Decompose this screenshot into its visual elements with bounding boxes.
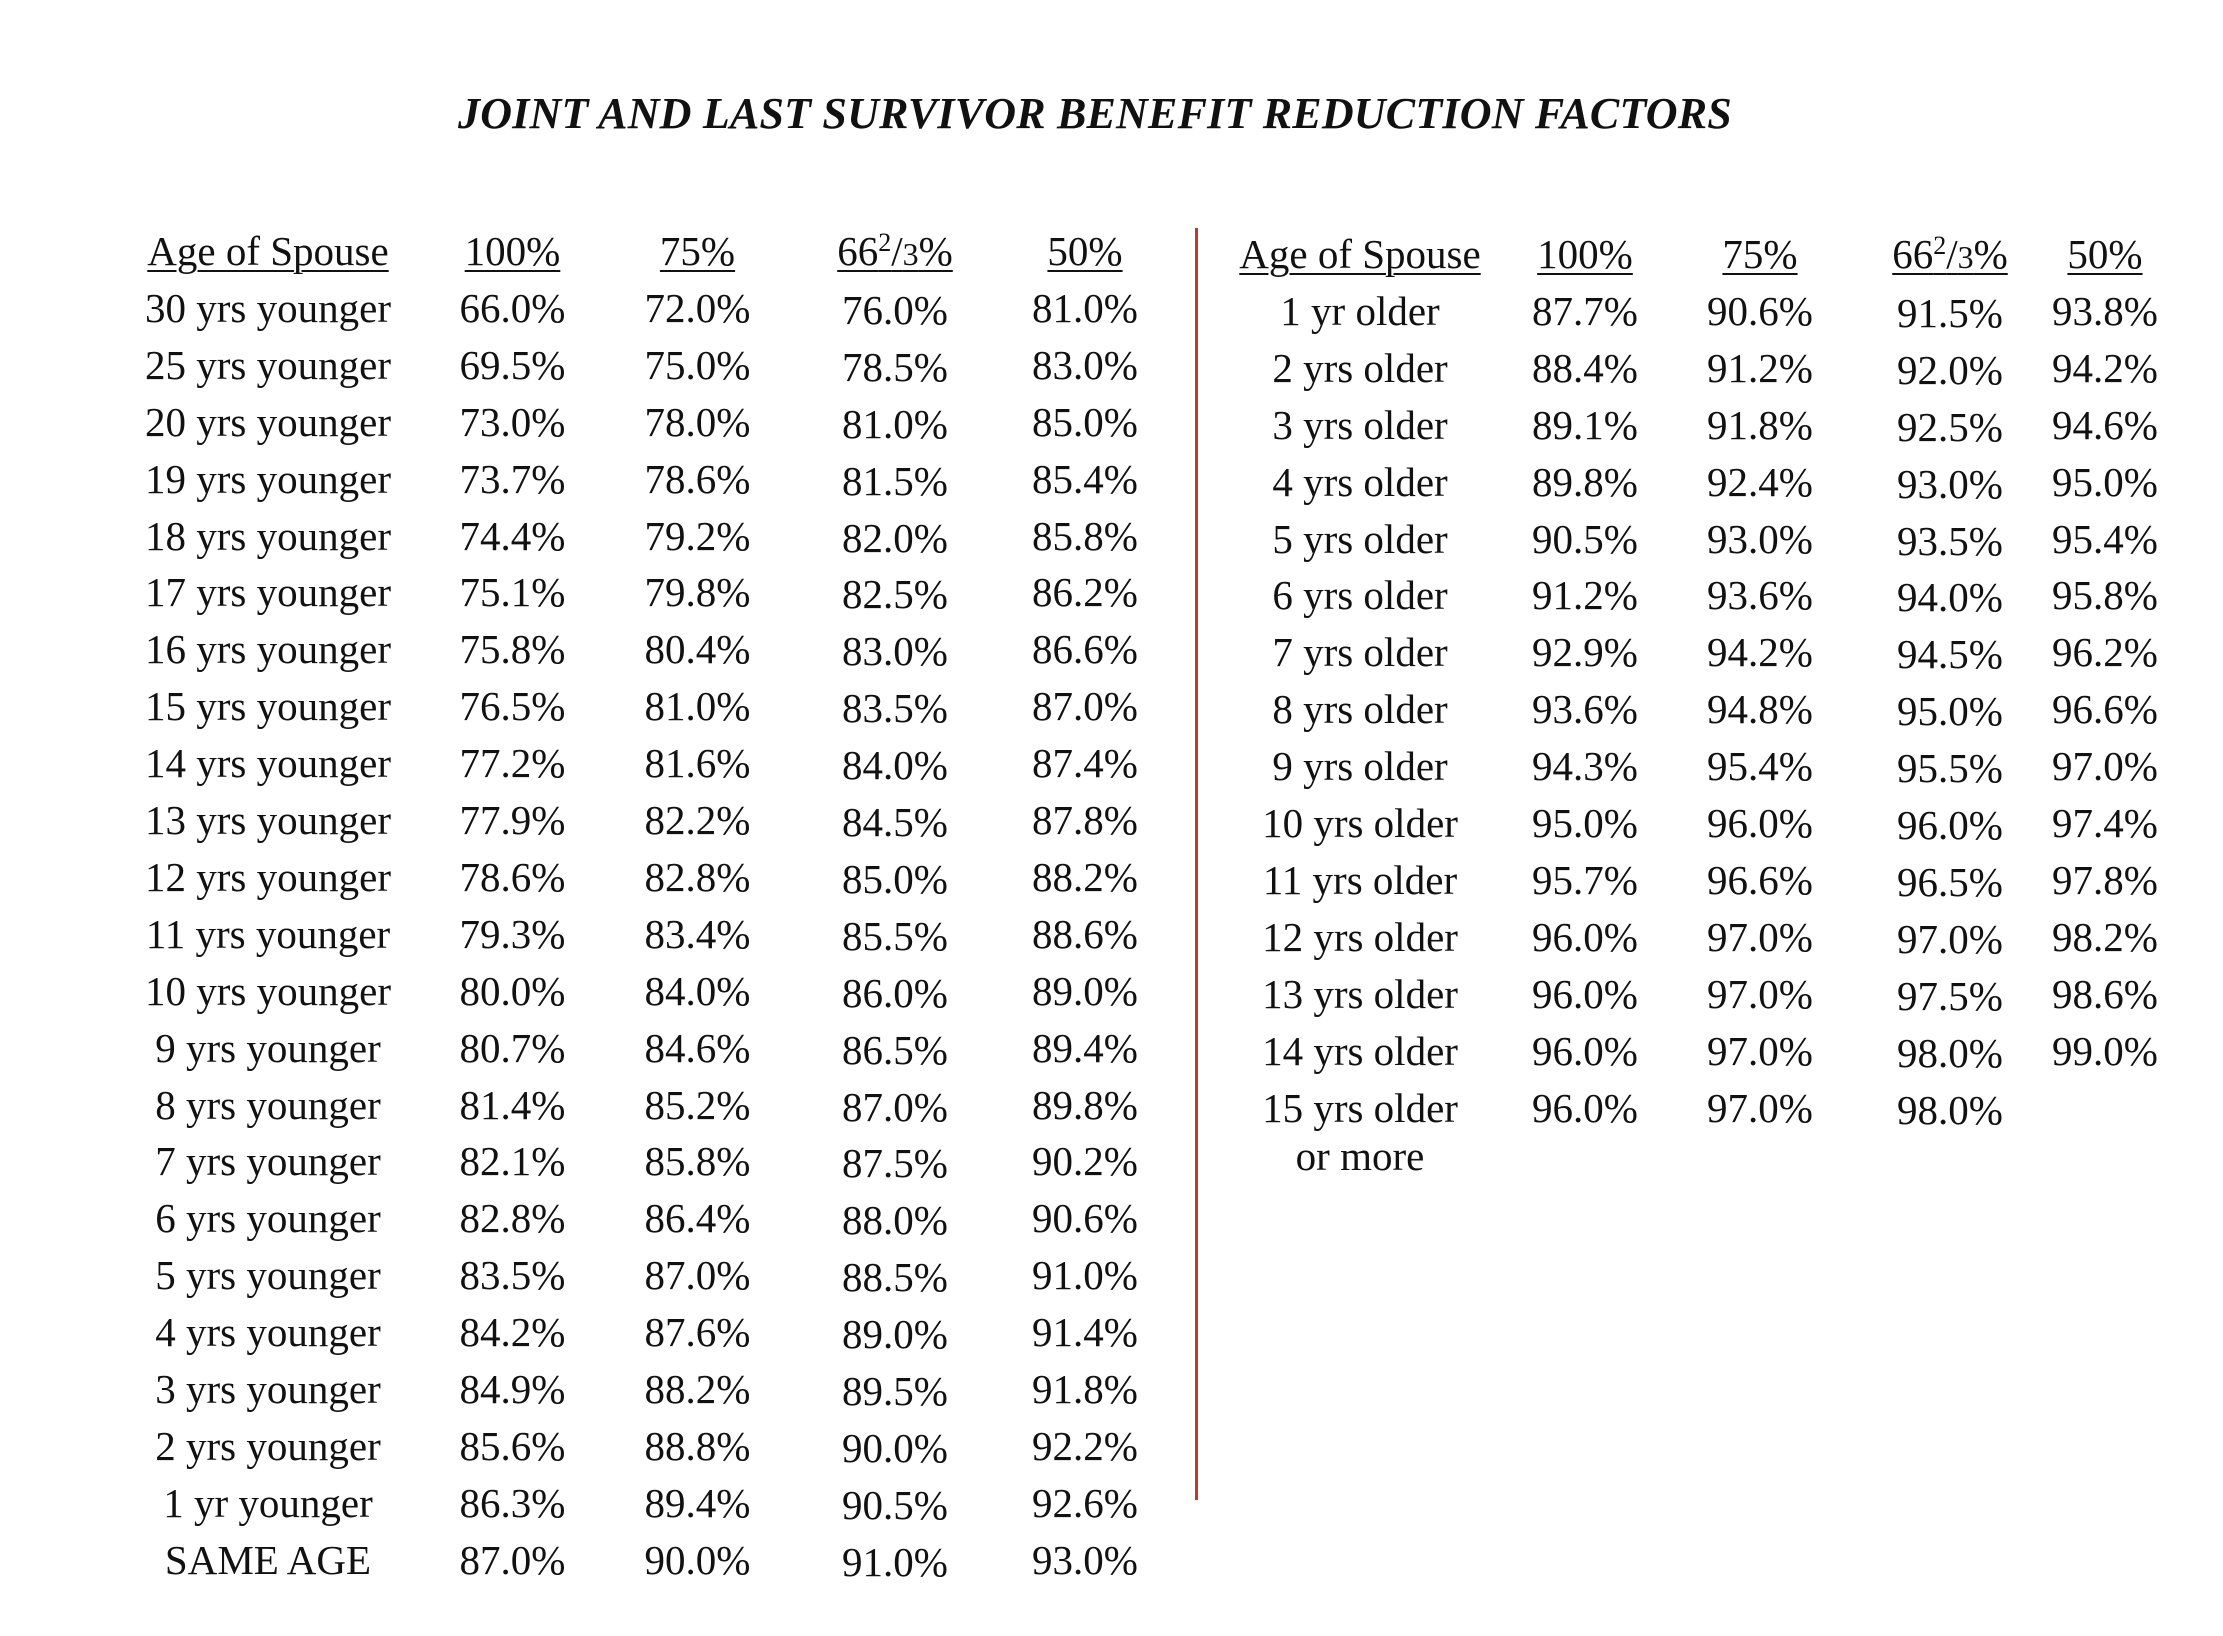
cell-factor-p6623: 98.0% (1897, 1029, 2003, 1076)
cell-factor-p6623: 95.0% (1897, 688, 2003, 735)
cell-factor-p50: 95.4% (2052, 515, 2158, 562)
cell-factor-p6623: 82.0% (842, 514, 948, 561)
cell-factor-p6623: 83.5% (842, 685, 948, 732)
cell-factor-p75: 78.6% (644, 455, 751, 502)
cell-factor-p75: 81.6% (644, 740, 751, 787)
cell-age-of-spouse: 17 yrs younger (145, 569, 391, 616)
cell-factor-p6623: 87.5% (842, 1140, 948, 1187)
cell-age-of-spouse: 2 yrs younger (155, 1422, 381, 1469)
cell-factor-p75: 80.4% (644, 626, 751, 673)
cell-factor-p6623: 86.5% (842, 1026, 948, 1073)
cell-age-of-spouse: 14 yrs younger (145, 740, 391, 787)
cell-factor-p6623: 97.0% (1897, 915, 2003, 962)
table-row (0, 1535, 2223, 1592)
cell-age-of-spouse: 14 yrs older (1262, 1027, 1458, 1074)
cell-factor-p50: 83.0% (1032, 341, 1138, 388)
row-continuation-or-more: or more (1295, 1133, 1425, 1179)
cell-age-of-spouse: 10 yrs younger (145, 967, 391, 1014)
header-age-of-spouse: Age of Spouse (1239, 231, 1481, 277)
cell-age-of-spouse: 6 yrs older (1272, 572, 1448, 619)
table-row (0, 1250, 2223, 1307)
cell-factor-p100: 81.4% (459, 1081, 566, 1128)
cell-factor-p6623: 94.5% (1897, 631, 2003, 678)
cell-factor-p75: 87.0% (644, 1252, 751, 1299)
cell-factor-p50: 97.8% (2052, 856, 2158, 903)
cell-factor-p75: 97.0% (1707, 1084, 1813, 1131)
cell-factor-p75: 85.2% (644, 1081, 751, 1128)
cell-factor-p75: 92.4% (1707, 458, 1813, 505)
cell-factor-p75: 79.2% (644, 512, 751, 559)
cell-factor-p6623: 91.0% (842, 1538, 948, 1585)
cell-factor-p50: 90.6% (1032, 1195, 1138, 1242)
cell-factor-p6623: 88.0% (842, 1197, 948, 1244)
cell-factor-p75: 96.0% (1707, 800, 1813, 846)
cell-factor-p100: 86.3% (459, 1479, 566, 1526)
cell-factor-p50: 95.8% (2052, 572, 2158, 619)
cell-factor-p100: 90.5% (1532, 515, 1638, 562)
table-row (0, 741, 2223, 798)
table-row (0, 1136, 2223, 1193)
cell-age-of-spouse: 19 yrs younger (145, 455, 391, 502)
cell-age-of-spouse: 3 yrs younger (155, 1366, 381, 1412)
cell-factor-p50: 96.2% (2052, 629, 2158, 676)
cell-age-of-spouse: 13 yrs younger (145, 797, 391, 843)
cell-factor-p75: 88.8% (644, 1422, 751, 1469)
cell-age-of-spouse: 7 yrs older (1272, 629, 1448, 676)
cell-age-of-spouse: 5 yrs older (1272, 515, 1448, 562)
cell-factor-p50: 92.6% (1032, 1479, 1138, 1526)
cell-age-of-spouse: 3 yrs older (1272, 401, 1448, 448)
cell-factor-p50: 85.4% (1032, 455, 1138, 502)
cell-age-of-spouse: 15 yrs older (1262, 1084, 1458, 1131)
table-row (0, 286, 2223, 343)
cell-factor-p50: 95.0% (2052, 458, 2158, 505)
table-row (0, 627, 2223, 684)
cell-factor-p6623: 81.5% (842, 457, 948, 504)
cell-factor-p6623: 97.5% (1897, 972, 2003, 1019)
cell-factor-p50: 88.2% (1032, 853, 1138, 900)
cell-factor-p6623: 78.5% (842, 343, 948, 390)
cell-factor-p100: 96.0% (1532, 1084, 1638, 1131)
cell-age-of-spouse: 9 yrs older (1272, 743, 1448, 790)
table-row (0, 1364, 2223, 1421)
cell-factor-p100: 82.1% (459, 1138, 566, 1185)
cell-factor-p100: 80.7% (459, 1024, 566, 1071)
cell-factor-p50: 97.4% (2052, 800, 2158, 846)
cell-factor-p50: 90.2% (1032, 1138, 1138, 1185)
cell-factor-p75: 75.0% (644, 341, 751, 388)
cell-factor-p6623: 95.5% (1897, 745, 2003, 792)
cell-factor-p100: 87.7% (1532, 287, 1638, 334)
cell-factor-p75: 72.0% (644, 284, 751, 331)
cell-factor-p75: 89.4% (644, 1479, 751, 1526)
cell-factor-p100: 77.9% (459, 797, 566, 843)
cell-age-of-spouse: 30 yrs younger (145, 284, 391, 331)
cell-age-of-spouse: 13 yrs older (1262, 970, 1458, 1017)
cell-factor-p100: 91.2% (1532, 572, 1638, 619)
cell-age-of-spouse: 9 yrs younger (155, 1024, 381, 1071)
header-100-percent: 100% (1537, 231, 1633, 277)
cell-factor-p6623: 89.5% (842, 1368, 948, 1414)
cell-age-of-spouse: 1 yr older (1280, 287, 1440, 334)
header-50-percent: 50% (2067, 231, 2143, 277)
table-row (0, 1478, 2223, 1535)
cell-factor-p100: 87.0% (459, 1536, 566, 1583)
table-header-row (0, 229, 2223, 286)
cell-factor-p75: 87.6% (644, 1309, 751, 1356)
cell-factor-p100: 96.0% (1532, 913, 1638, 960)
cell-factor-p50: 91.0% (1032, 1252, 1138, 1299)
cell-age-of-spouse: 16 yrs younger (145, 626, 391, 673)
cell-factor-p6623: 91.5% (1897, 289, 2003, 336)
table-row (0, 912, 2223, 969)
cell-factor-p75: 94.8% (1707, 686, 1813, 733)
cell-factor-p50: 89.0% (1032, 967, 1138, 1014)
cell-factor-p6623: 96.0% (1897, 802, 2003, 848)
cell-factor-p6623: 87.0% (842, 1083, 948, 1130)
cell-factor-p100: 89.8% (1532, 458, 1638, 505)
cell-factor-p100: 75.1% (459, 569, 566, 616)
cell-factor-p75: 81.0% (644, 683, 751, 730)
cell-factor-p75: 97.0% (1707, 1027, 1813, 1074)
cell-factor-p50: 97.0% (2052, 743, 2158, 790)
cell-factor-p50: 85.8% (1032, 512, 1138, 559)
cell-factor-p6623: 88.5% (842, 1254, 948, 1301)
cell-factor-p75: 86.4% (644, 1195, 751, 1242)
cell-factor-p6623: 94.0% (1897, 574, 2003, 621)
table-row (0, 1083, 2223, 1140)
table-row (0, 855, 2223, 912)
header-100-percent: 100% (464, 228, 561, 274)
cell-factor-p6623: 85.5% (842, 912, 948, 959)
table-row (0, 798, 2223, 855)
cell-factor-p100: 95.0% (1532, 800, 1638, 846)
cell-factor-p50: 93.0% (1032, 1536, 1138, 1583)
cell-factor-p75: 90.0% (644, 1536, 751, 1583)
cell-factor-p50: 94.6% (2052, 401, 2158, 448)
table-row (0, 570, 2223, 627)
cell-factor-p75: 94.2% (1707, 629, 1813, 676)
cell-factor-p6623: 82.5% (842, 571, 948, 618)
cell-age-of-spouse: 8 yrs older (1272, 686, 1448, 733)
cell-factor-p75: 93.0% (1707, 515, 1813, 562)
page-title: JOINT AND LAST SURVIVOR BENEFIT REDUCTION FACTORS (458, 89, 1732, 138)
cell-factor-p100: 74.4% (459, 512, 566, 559)
header-50-percent: 50% (1047, 228, 1123, 274)
cell-factor-p100: 92.9% (1532, 629, 1638, 676)
cell-factor-p75: 82.2% (644, 797, 751, 843)
table-row (0, 1421, 2223, 1478)
cell-factor-p100: 66.0% (459, 284, 566, 331)
cell-factor-p100: 88.4% (1532, 344, 1638, 391)
header-66-two-thirds-percent: $66^2/3\%$ (1892, 231, 2008, 277)
cell-factor-p75: 88.2% (644, 1366, 751, 1412)
cell-age-of-spouse: 11 yrs younger (145, 910, 391, 957)
cell-factor-p100: 83.5% (459, 1252, 566, 1299)
cell-factor-p100: 96.0% (1532, 1027, 1638, 1074)
table-row (0, 1026, 2223, 1083)
cell-factor-p6623: 86.0% (842, 969, 948, 1016)
cell-factor-p100: 85.6% (459, 1422, 566, 1469)
table-row (0, 969, 2223, 1026)
cell-age-of-spouse: 12 yrs older (1262, 913, 1458, 960)
cell-factor-p100: 73.0% (459, 398, 566, 445)
header-75-percent: 75% (1722, 231, 1798, 277)
cell-age-of-spouse: 18 yrs younger (145, 512, 391, 559)
cell-factor-p6623: 92.5% (1897, 403, 2003, 450)
cell-factor-p100: 94.3% (1532, 743, 1638, 790)
cell-factor-p75: 91.2% (1707, 344, 1813, 391)
cell-factor-p6623: 89.0% (842, 1311, 948, 1358)
cell-factor-p50: 89.4% (1032, 1024, 1138, 1071)
header-75-percent: 75% (659, 228, 736, 274)
cell-age-of-spouse: 25 yrs younger (145, 341, 391, 388)
cell-factor-p50: 98.6% (2052, 970, 2158, 1017)
cell-factor-p100: 69.5% (459, 341, 566, 388)
cell-factor-p6623: 93.0% (1897, 460, 2003, 507)
cell-factor-p100: 79.3% (459, 910, 566, 957)
cell-factor-p50: 88.6% (1032, 910, 1138, 957)
cell-factor-p50: 91.8% (1032, 1366, 1138, 1412)
cell-factor-p50: 85.0% (1032, 398, 1138, 445)
cell-factor-p100: 73.7% (459, 455, 566, 502)
cell-factor-p6623: 93.5% (1897, 517, 2003, 564)
cell-age-of-spouse: 20 yrs younger (145, 398, 391, 445)
cell-age-of-spouse: 4 yrs older (1272, 458, 1448, 505)
header-age-of-spouse: Age of Spouse (147, 228, 389, 274)
cell-factor-p100: 89.1% (1532, 401, 1638, 448)
cell-factor-p100: 96.0% (1532, 970, 1638, 1017)
table-row (0, 457, 2223, 514)
cell-factor-p6623: 85.0% (842, 855, 948, 902)
cell-factor-p50: 99.0% (2052, 1027, 2158, 1074)
cell-factor-p75: 96.6% (1707, 856, 1813, 903)
cell-factor-p75: 84.0% (644, 967, 751, 1014)
table-row (0, 343, 2223, 400)
cell-age-of-spouse: 10 yrs older (1262, 800, 1458, 846)
cell-age-of-spouse: 5 yrs younger (155, 1252, 381, 1299)
header-66-two-thirds-percent: $66^2/3\%$ (837, 228, 953, 274)
cell-age-of-spouse: 4 yrs younger (155, 1309, 381, 1356)
cell-factor-p100: 82.8% (459, 1195, 566, 1242)
cell-factor-p75: 83.4% (644, 910, 751, 957)
cell-factor-p100: 84.2% (459, 1309, 566, 1356)
cell-factor-p6623: 90.5% (842, 1481, 948, 1528)
cell-factor-p75: 97.0% (1707, 970, 1813, 1017)
cell-factor-p50: 96.6% (2052, 686, 2158, 733)
cell-factor-p6623: 84.0% (842, 742, 948, 789)
cell-factor-p50: 98.2% (2052, 913, 2158, 960)
table-row (0, 1193, 2223, 1250)
cell-age-of-spouse: 7 yrs younger (155, 1138, 381, 1185)
cell-factor-p75: 85.8% (644, 1138, 751, 1185)
cell-factor-p6623: 90.0% (842, 1424, 948, 1471)
cell-factor-p50: 86.2% (1032, 569, 1138, 616)
cell-age-of-spouse: 12 yrs younger (145, 853, 391, 900)
cell-factor-p100: 76.5% (459, 683, 566, 730)
cell-factor-p75: 91.8% (1707, 401, 1813, 448)
cell-age-of-spouse: SAME AGE (164, 1536, 372, 1583)
cell-factor-p50: 89.8% (1032, 1081, 1138, 1128)
cell-factor-p75: 97.0% (1707, 913, 1813, 960)
cell-factor-p100: 77.2% (459, 740, 566, 787)
cell-factor-p100: 93.6% (1532, 686, 1638, 733)
cell-factor-p100: 80.0% (459, 967, 566, 1014)
cell-factor-p75: 78.0% (644, 398, 751, 445)
cell-age-of-spouse: 1 yr younger (163, 1479, 373, 1526)
table-row (0, 1307, 2223, 1364)
cell-factor-p6623: 81.0% (842, 400, 948, 447)
table-row (0, 684, 2223, 741)
cell-factor-p6623: 98.0% (1897, 1086, 2003, 1133)
cell-factor-p100: 75.8% (459, 626, 566, 673)
cell-factor-p75: 79.8% (644, 569, 751, 616)
cell-factor-p50: 87.4% (1032, 740, 1138, 787)
cell-age-of-spouse: 11 yrs older (1262, 856, 1458, 903)
cell-age-of-spouse: 8 yrs younger (155, 1081, 381, 1128)
cell-factor-p75: 84.6% (644, 1024, 751, 1071)
cell-age-of-spouse: 15 yrs younger (145, 683, 391, 730)
table-row (0, 400, 2223, 457)
cell-factor-p50: 91.4% (1032, 1309, 1138, 1356)
cell-age-of-spouse: 2 yrs older (1272, 344, 1448, 391)
cell-age-of-spouse: 6 yrs younger (155, 1195, 381, 1242)
cell-factor-p100: 95.7% (1532, 856, 1638, 903)
cell-factor-p75: 95.4% (1707, 743, 1813, 790)
cell-factor-p75: 82.8% (644, 853, 751, 900)
cell-factor-p50: 92.2% (1032, 1422, 1138, 1469)
cell-factor-p50: 93.8% (2052, 287, 2158, 334)
cell-factor-p6623: 76.0% (842, 286, 948, 333)
cell-factor-p100: 84.9% (459, 1366, 566, 1412)
cell-factor-p50: 86.6% (1032, 626, 1138, 673)
cell-factor-p6623: 96.5% (1897, 858, 2003, 905)
table-row (0, 514, 2223, 571)
cell-factor-p75: 93.6% (1707, 572, 1813, 619)
cell-factor-p75: 90.6% (1707, 287, 1813, 334)
cell-factor-p100: 78.6% (459, 853, 566, 900)
cell-factor-p50: 87.8% (1032, 797, 1138, 843)
cell-factor-p6623: 84.5% (842, 799, 948, 845)
cell-factor-p50: 81.0% (1032, 284, 1138, 331)
cell-factor-p6623: 92.0% (1897, 346, 2003, 393)
cell-factor-p50: 94.2% (2052, 344, 2158, 391)
cell-factor-p6623: 83.0% (842, 628, 948, 675)
cell-factor-p50: 87.0% (1032, 683, 1138, 730)
